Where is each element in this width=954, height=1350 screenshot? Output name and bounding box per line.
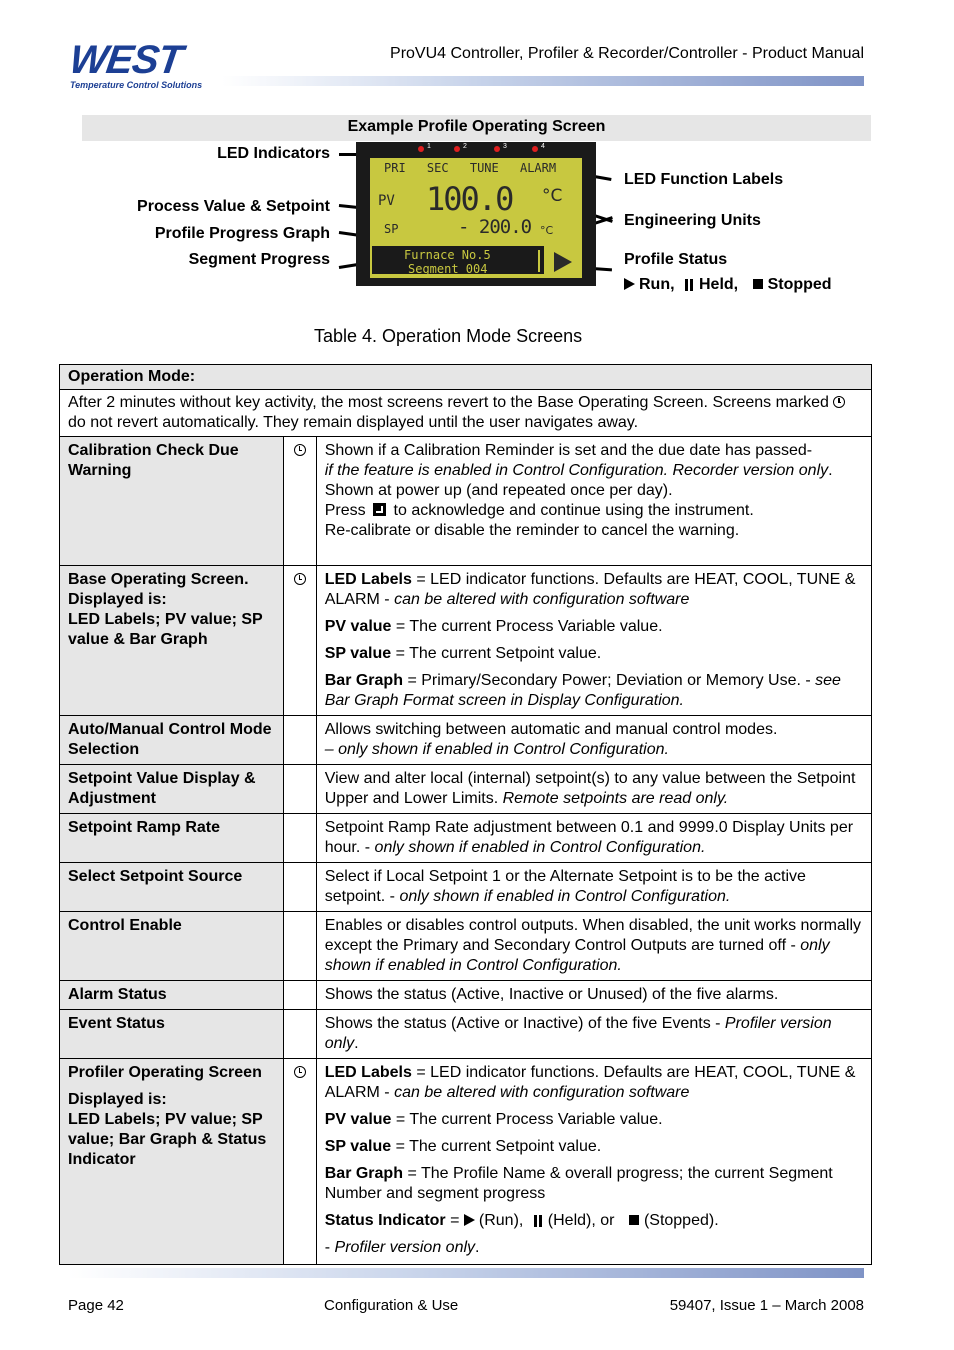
desc-key: PV value — [324, 1111, 392, 1128]
callout-led-function-labels: LED Function Labels — [624, 171, 784, 188]
lcd-progress-marker — [538, 250, 540, 272]
row-name: Event Status — [60, 1010, 284, 1059]
lcd-label: SEC — [426, 161, 449, 175]
row-description — [316, 814, 871, 863]
table-row — [60, 566, 872, 716]
page-number: Page 42 — [68, 1297, 124, 1314]
desc-italic: only shown if enabled in Control Configuration. — [399, 888, 731, 905]
desc-italic: only shown if enabled in Control Configuration. — [324, 937, 830, 974]
lcd-display — [356, 142, 596, 286]
example-caption: Example Profile Operating Screen — [82, 115, 871, 141]
intro-text: After 2 minutes without key activity, the most screens revert to the Base Operating Screen. Screens marked — [68, 394, 829, 411]
row-name-line: LED Labels; PV value; SP value & Bar Graph — [68, 611, 263, 648]
intro-text: do not revert automatically. They remain displayed until the user navigates away. — [68, 414, 639, 431]
run-icon — [464, 1214, 475, 1226]
callout-profile-progress-graph: Profile Progress Graph — [154, 225, 330, 242]
lcd-segment: Segment 004 — [408, 262, 488, 276]
row-name: Alarm Status — [60, 981, 284, 1010]
lcd-sp-tag: SP — [384, 222, 399, 236]
desc-key: LED Labels — [324, 571, 412, 588]
desc-text: Enables or disables control outputs. When disabled, the unit works normally except the Primary and Secondary Control Outputs are turned off - — [324, 917, 862, 954]
lcd-pv-value: 100.0 — [426, 180, 513, 218]
desc-text — [325, 501, 863, 521]
row-icon-cell — [283, 566, 316, 716]
desc-text: = — [450, 1212, 460, 1229]
desc-italic: only shown if enabled in Control Configuration. — [374, 839, 706, 856]
led-indicator-2 — [454, 146, 460, 152]
desc-text: = LED indicator functions. Defaults are HEAT, COOL, TUNE & ALARM - — [324, 1064, 856, 1101]
lcd-sp-unit: °C — [540, 224, 554, 237]
row-description — [316, 566, 871, 716]
row-name — [60, 1059, 284, 1265]
row-icon-cell — [283, 981, 316, 1010]
row-name-line: Displayed is: — [68, 591, 167, 608]
table-caption: Table 4. Operation Mode Screens — [314, 326, 583, 346]
row-name: Calibration Check Due Warning — [60, 437, 284, 566]
desc-italic: can be altered with configuration software — [394, 1084, 690, 1101]
desc-text: = The current Process Variable value. — [395, 1111, 663, 1128]
led-number: 2 — [463, 143, 467, 150]
table-row — [60, 912, 872, 981]
desc-text: Shows the status (Active or Inactive) of the five Events - — [324, 1015, 721, 1032]
logo-tagline: Temperature Control Solutions — [70, 80, 203, 90]
row-name-line: LED Labels; PV value; SP value; Bar Graph & Status Indicator — [68, 1111, 267, 1168]
lcd-pv-unit: °C — [542, 186, 563, 206]
table-row — [60, 981, 872, 1010]
desc-text: if the feature is enabled in Control Configuration. Recorder version only. — [324, 462, 833, 479]
desc-key: SP value — [324, 645, 392, 662]
led-indicator-4 — [532, 146, 538, 152]
desc-text — [325, 1063, 863, 1103]
footer-section: Configuration & Use — [324, 1297, 459, 1314]
row-icon-cell — [283, 437, 316, 566]
desc-text: = The Profile Name & overall progress; the current Segment Number and segment progress — [324, 1165, 833, 1202]
desc-text — [325, 644, 863, 664]
row-name-line: Base Operating Screen. — [68, 571, 249, 588]
clock-icon — [294, 1066, 306, 1078]
lcd-sp-value: - 200.0 — [458, 216, 532, 238]
lcd-label: ALARM — [519, 161, 557, 175]
row-icon-cell — [283, 814, 316, 863]
desc-text: Allows switching between automatic and manual control modes. — [324, 721, 778, 738]
led-number: 1 — [427, 143, 431, 150]
desc-italic: Remote setpoints are read only. — [502, 790, 729, 807]
row-name — [60, 566, 284, 716]
row-description — [316, 863, 871, 912]
table-intro — [60, 390, 872, 437]
desc-text: = The current Setpoint value. — [395, 645, 602, 662]
row-description — [316, 912, 871, 981]
desc-italic: Profiler version only — [324, 1015, 832, 1052]
desc-text: = The current Setpoint value. — [395, 1138, 602, 1155]
desc-text — [325, 617, 863, 637]
stopped-icon — [629, 1215, 639, 1225]
callout-led-indicators: LED Indicators — [217, 145, 330, 162]
row-description: Shows the status (Active, Inactive or Unused) of the five alarms. — [316, 981, 871, 1010]
logo-text: WEST — [66, 38, 185, 82]
desc-text: - Profiler version only. — [324, 1239, 480, 1256]
run-icon — [624, 278, 635, 290]
profile-status-legend — [624, 276, 832, 294]
manual-title: ProVU4 Controller, Profiler & Recorder/Controller - Product Manual — [390, 45, 864, 62]
row-icon-cell — [283, 765, 316, 814]
lcd-led-labels — [384, 161, 584, 175]
desc-text: (Held), or — [547, 1212, 615, 1229]
table-row — [60, 863, 872, 912]
row-name: Setpoint Value Display & Adjustment — [60, 765, 284, 814]
desc-text — [325, 1110, 863, 1130]
desc-italic: Profiler version only — [334, 1239, 476, 1256]
desc-key: SP value — [324, 1138, 392, 1155]
table-heading: Operation Mode: — [60, 365, 872, 390]
callout-segment-progress: Segment Progress — [188, 251, 330, 268]
table-row — [60, 1010, 872, 1059]
desc-key: LED Labels — [324, 1064, 412, 1081]
desc-italic: can be altered with configuration software — [394, 591, 690, 608]
lcd-label: TUNE — [469, 161, 499, 175]
west-logo — [66, 38, 230, 92]
row-name: Control Enable — [60, 912, 284, 981]
row-icon-cell — [283, 716, 316, 765]
table-row — [60, 765, 872, 814]
status-held-label: Held, — [699, 276, 739, 293]
operation-mode-table — [59, 364, 872, 1265]
row-icon-cell — [283, 912, 316, 981]
desc-text: to acknowledge and continue using the instrument. — [393, 502, 754, 519]
led-number: 3 — [503, 143, 507, 150]
row-name: Auto/Manual Control Mode Selection — [60, 716, 284, 765]
desc-text: Setpoint Ramp Rate adjustment between 0.1 and 9999.0 Display Units per hour. - — [324, 819, 854, 856]
clock-icon — [294, 444, 306, 456]
held-icon — [532, 1215, 544, 1227]
clock-icon — [833, 396, 845, 408]
enter-key-icon — [373, 503, 386, 516]
clock-icon — [294, 573, 306, 585]
status-stopped-label: Stopped — [767, 276, 832, 293]
row-name: Select Setpoint Source — [60, 863, 284, 912]
desc-text: = Primary/Secondary Power; Deviation or Memory Use. - — [407, 672, 811, 689]
desc-text — [325, 671, 863, 711]
desc-text — [325, 570, 863, 610]
row-icon-cell — [283, 1010, 316, 1059]
row-description — [316, 1059, 871, 1265]
desc-text: Shown at power up (and repeated once per day). — [324, 482, 673, 499]
desc-text: (Stopped). — [643, 1212, 719, 1229]
row-name-line: Profiler Operating Screen — [68, 1064, 262, 1081]
lcd-screen — [370, 158, 582, 278]
led-indicator-3 — [494, 146, 500, 152]
status-run-label: Run, — [639, 276, 675, 293]
header-divider — [222, 76, 864, 86]
desc-text: Shown if a Calibration Reminder is set and the due date has passed- — [324, 442, 813, 459]
row-description — [316, 765, 871, 814]
desc-key: Status Indicator — [324, 1212, 446, 1229]
desc-text: = The current Process Variable value. — [395, 618, 663, 635]
desc-key: Bar Graph — [324, 672, 403, 689]
lcd-profile-name: Furnace No.5 — [404, 248, 491, 262]
row-description — [316, 716, 871, 765]
desc-text — [325, 1137, 863, 1157]
desc-text: Press — [324, 502, 366, 519]
table-row — [60, 1059, 872, 1265]
led-indicator-1 — [418, 146, 424, 152]
callout-process-value-setpoint: Process Value & Setpoint — [137, 198, 330, 215]
desc-text: = LED indicator functions. Defaults are HEAT, COOL, TUNE & ALARM - — [324, 571, 856, 608]
desc-text — [325, 1211, 863, 1231]
callout-engineering-units: Engineering Units — [624, 212, 761, 229]
row-icon-cell — [283, 1059, 316, 1265]
row-name: Setpoint Ramp Rate — [60, 814, 284, 863]
footer-doc-id: 59407, Issue 1 – March 2008 — [669, 1297, 864, 1314]
stopped-icon — [753, 279, 763, 289]
desc-italic: – only shown if enabled in Control Configuration. — [324, 741, 669, 758]
desc-key: Bar Graph — [324, 1165, 403, 1182]
desc-text — [325, 1164, 863, 1204]
desc-text: Re-calibrate or disable the reminder to cancel the warning. — [324, 522, 740, 539]
row-description: Shows the status (Active or Inactive) of the five Events - Profiler version only. — [316, 1010, 871, 1059]
desc-key: PV value — [324, 618, 392, 635]
held-icon — [683, 279, 695, 291]
row-icon-cell — [283, 863, 316, 912]
footer-divider — [68, 1268, 864, 1278]
run-icon — [554, 252, 572, 272]
lcd-pv-tag: PV — [378, 193, 395, 209]
row-description — [316, 437, 871, 566]
desc-italic: if the feature is enabled in Control Configuration. Recorder version only — [324, 462, 829, 479]
led-number: 4 — [541, 143, 545, 150]
desc-text: Select if Local Setpoint 1 or the Alternate Setpoint is to be the active setpoint. - — [324, 868, 806, 905]
row-name-line: Displayed is: — [68, 1091, 167, 1108]
desc-italic: see Bar Graph Format screen in Display Configuration. — [324, 672, 841, 709]
lcd-label: PRI — [384, 161, 406, 175]
table-row — [60, 814, 872, 863]
callout-profile-status: Profile Status — [624, 251, 728, 268]
table-row — [60, 437, 872, 566]
table-row — [60, 716, 872, 765]
desc-text: (Run), — [478, 1212, 524, 1229]
desc-text: View and alter local (internal) setpoint(s) to any value between the Setpoint Upper and Lower Limits. — [324, 770, 856, 807]
